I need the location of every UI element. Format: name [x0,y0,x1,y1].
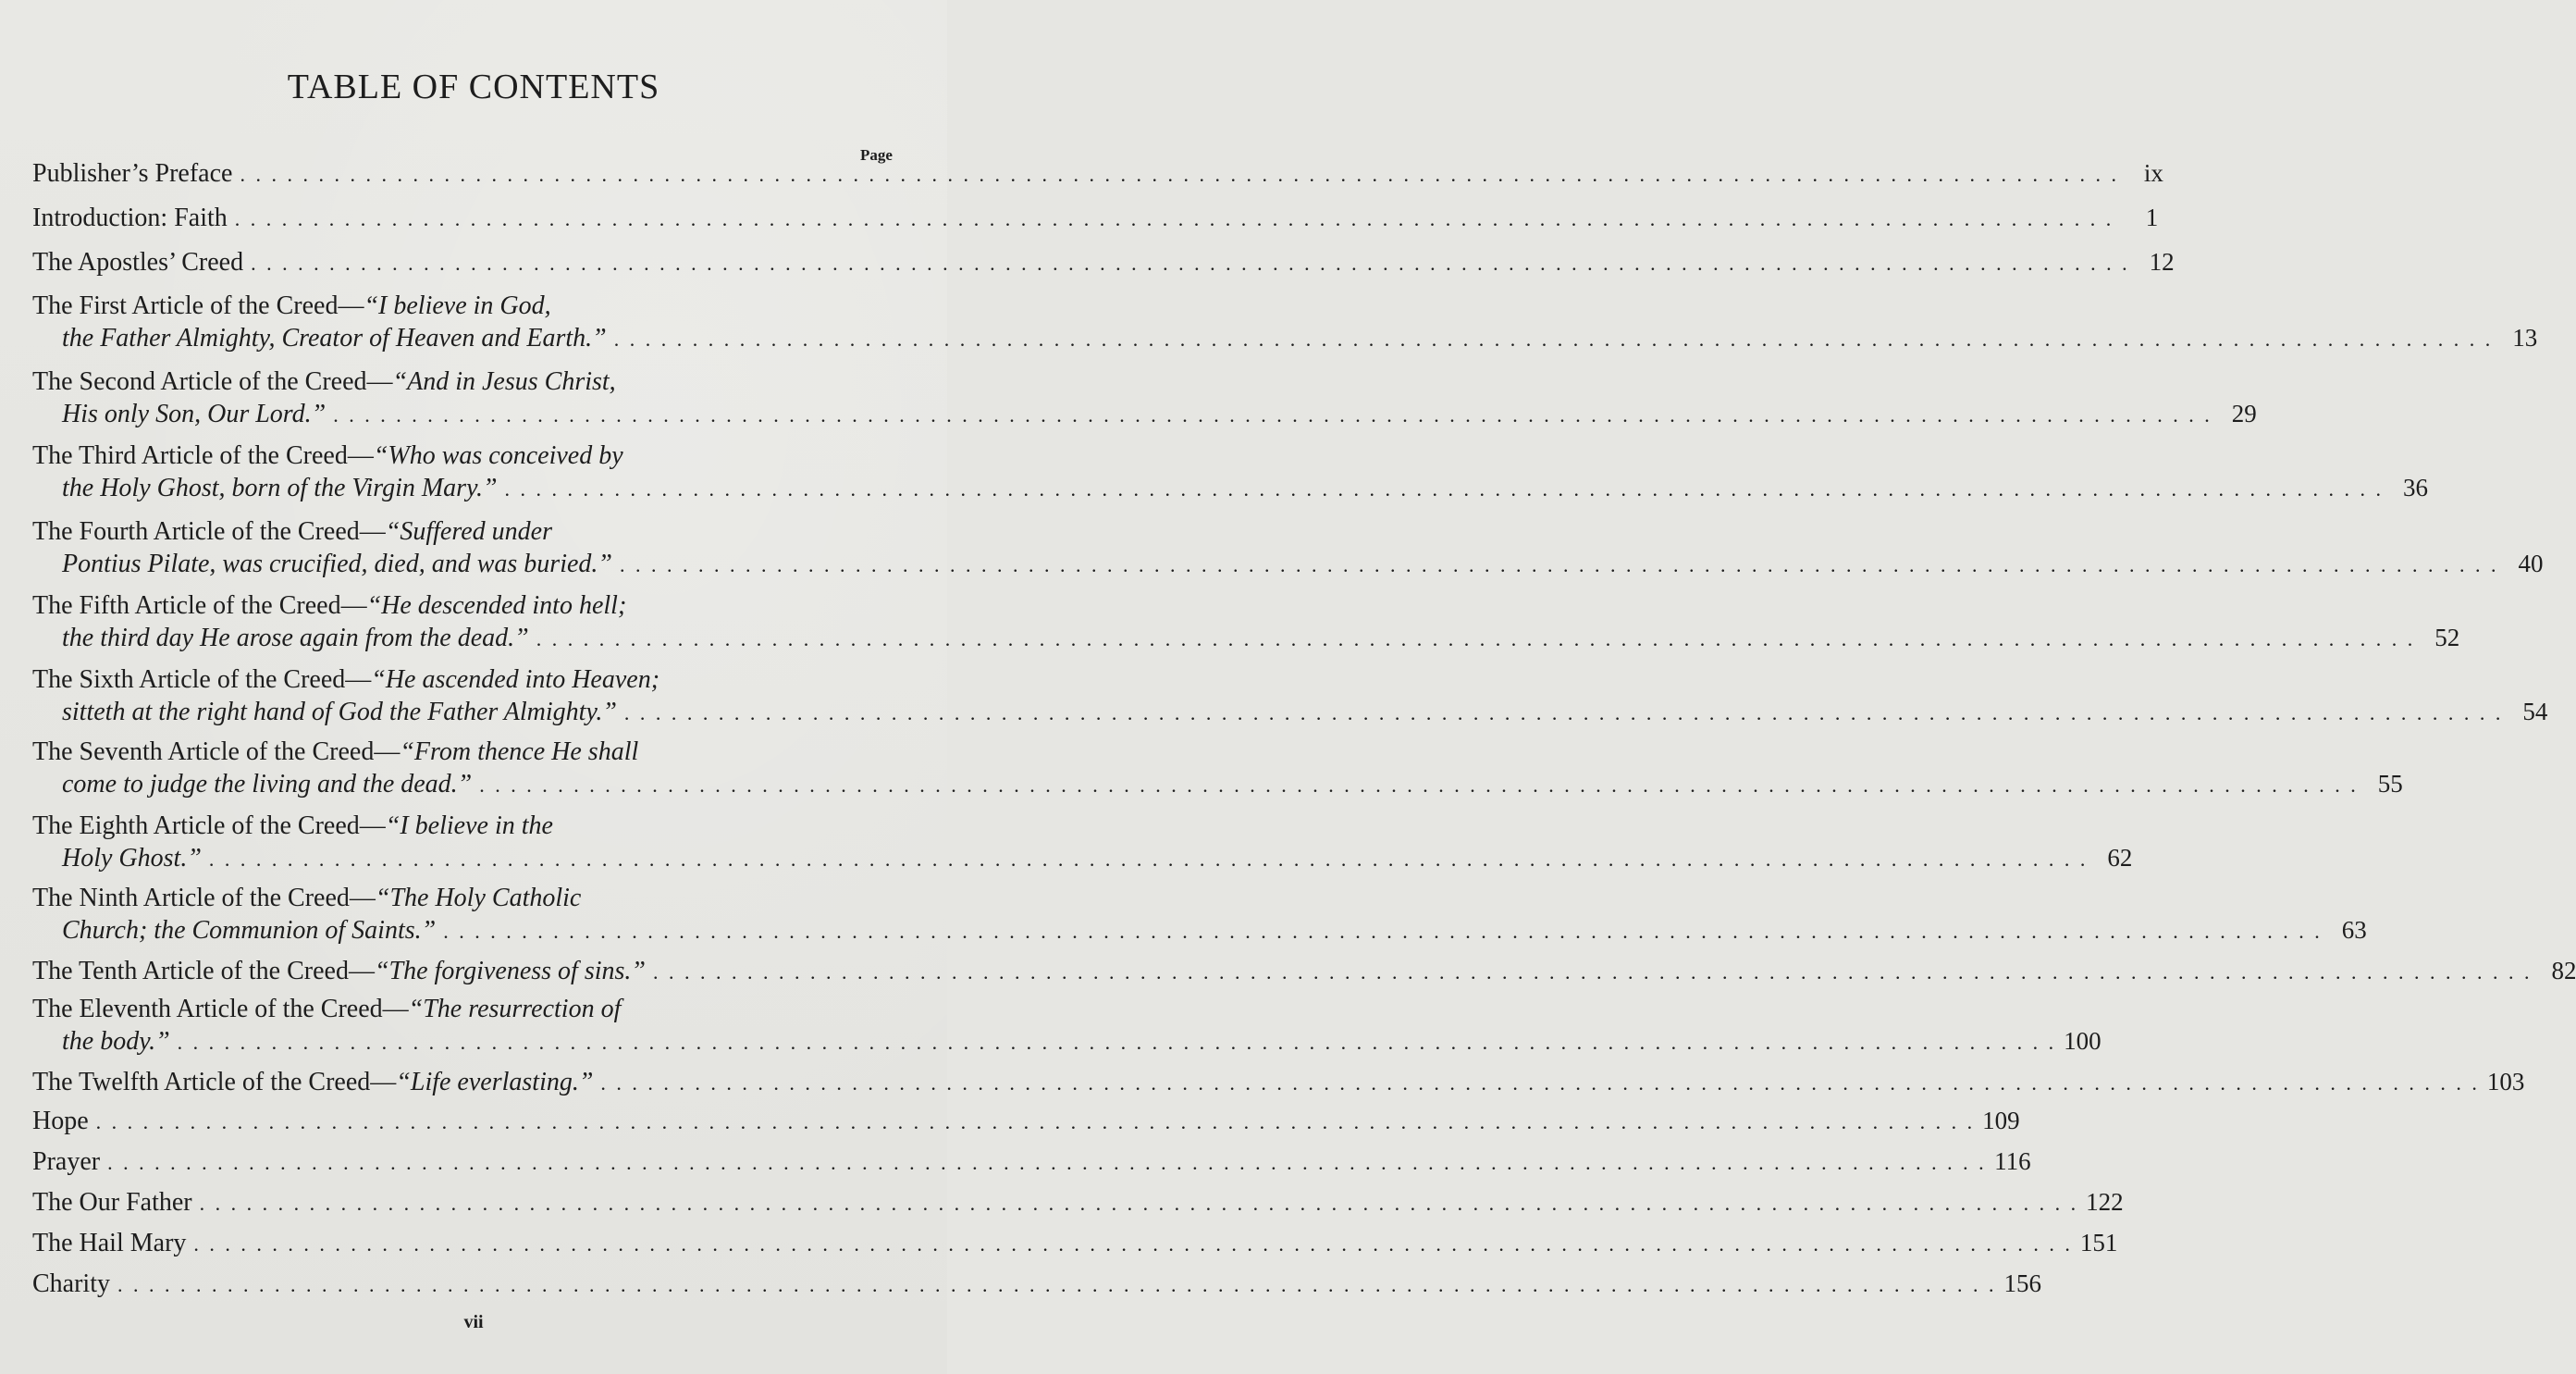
dot-leader: . . . . . . . . . . . . . . . . . . . . . . . . . . . . . . . . . . . . . . . . . . . . . . . . . . . . . . . . . . . . . . . . . . . . . . . . . . . . . . . . . . . . . . . . . . . . . . . . . . . . . . . . . . . . . . . . . . . . . . . . [117,1273,1997,1296]
dot-leader: . . . . . . . . . . . . . . . . . . . . . . . . . . . . . . . . . . . . . . . . . . . . . . . . . . . . . . . . . . . . . . . . . . . . . . . . . . . . . . . . . . . . . . . . . . . . . . . . . . . . . . . . . . . . . . . . . . . . . . . . [251,252,2130,275]
entry-title: Charity [32,1269,110,1298]
dot-leader: . . . . . . . . . . . . . . . . . . . . . . . . . . . . . . . . . . . . . . . . . . . . . . . . . . . . . . . . . . . . . . . . . . . . . . . . . . . . . . . . . . . . . . . . . . . . . . . . . . . . . . . . . . . . . . . . . . . . . . . . [240,163,2119,186]
toc-entry[interactable] [32,1268,2041,1301]
entry-page-number: 29 [2231,400,2257,427]
entry-title: The Fourth Article of the Creed— [32,517,386,546]
entry-page-number: 40 [2518,550,2544,577]
dot-leader: . . . . . . . . . . . . . . . . . . . . . . . . . . . . . . . . . . . . . . . . . . . . . . . . . . . . . . . . . . . . . . . . . . . . . . . . . . . . . . . . . . . . . . . . . . . . . . . . . . . . . . . . . . . . . . . . . . . . . . . . [193,1232,2073,1256]
entry-title: Prayer [32,1147,101,1176]
toc-entry[interactable] [32,590,2460,655]
entry-continuation: the Father Almighty, Creator of Heaven and Earth.” [62,324,607,353]
entry-title: Publisher’s Preface [32,159,233,188]
entry-continuation: sitteth at the right hand of God the Father Almighty.” [62,698,617,726]
toc-entry[interactable] [32,664,2548,729]
toc-entry[interactable] [32,1066,2525,1099]
entry-title: Hope [32,1107,89,1135]
entry-continuation: His only Son, Our Lord.” [62,400,327,428]
entry-title: The First Article of the Creed— [32,291,364,320]
entry-quote: “Who was conceived by [373,441,623,470]
dot-leader: . . . . . . . . . . . . . . . . . . . . . . . . . . . . . . . . . . . . . . . . . . . . . . . . . . . . . . . . . . . . . . . . . . . . . . . . . . . . . . . . . . . . . . . . . . . . . . . . . . . . . . . . . . . . . . . . . . . . . . . . [199,1192,2079,1215]
entry-title: The Ninth Article of the Creed— [32,884,376,912]
entry-title: The Apostles’ Creed [32,248,244,277]
entry-quote: “Life everlasting.” [396,1068,594,1096]
dot-leader: . . . . . . . . . . . . . . . . . . . . . . . . . . . . . . . . . . . . . . . . . . . . . . . . . . . . . . . . . . . . . . . . . . . . . . . . . . . . . . . . . . . . . . . . . . . . . . . . . . . . . . . . . . . . . . . . . . . . . . . . [536,627,2416,650]
toc-entry[interactable] [32,1145,2031,1179]
entry-page-number: 151 [2079,1229,2118,1256]
entry-page-number: 12 [2149,248,2175,276]
dot-leader: . . . . . . . . . . . . . . . . . . . . . . . . . . . . . . . . . . . . . . . . . . . . . . . . . . . . . . . . . . . . . . . . . . . . . . . . . . . . . . . . . . . . . . . . . . . . . . . . . . . . . . . . . . . . . . . . . . . . . . . . [107,1151,1987,1174]
entry-page-number: 13 [2512,324,2538,352]
entry-title: The Our Father [32,1188,192,1217]
entry-page-number: 100 [2064,1027,2101,1055]
entry-quote: “And in Jesus Christ, [392,367,616,396]
entry-page-number: 54 [2522,698,2548,725]
page-title: TABLE OF CONTENTS [287,68,660,106]
entry-title: Introduction: Faith [32,204,228,232]
toc-entry[interactable] [32,737,2403,801]
dot-leader: . . . . . . . . . . . . . . . . . . . . . . . . . . . . . . . . . . . . . . . . . . . . . . . . . . . . . . . . . . . . . . . . . . . . . . . . . . . . . . . . . . . . . . . . . . . . . . . . . . . . . . . . . . . . . . . . . . . . . . . . [333,403,2212,427]
entry-page-number: 109 [1982,1107,2020,1134]
entry-title: The Sixth Article of the Creed— [32,665,372,694]
entry-quote: “From thence He shall [400,737,639,766]
entry-continuation: Pontius Pilate, was crucified, died, and was buried.” [62,550,612,578]
dot-leader: . . . . . . . . . . . . . . . . . . . . . . . . . . . . . . . . . . . . . . . . . . . . . . . . . . . . . . . . . . . . . . . . . . . . . . . . . . . . . . . . . . . . . . . . . . . . . . . . . . . . . . . . . . . . . . . . . . . . . . . . [619,553,2499,576]
entry-page-number: 36 [2403,474,2429,501]
entry-quote: “The resurrection of [408,995,622,1023]
entry-quote: “He descended into hell; [366,591,627,620]
entry-title: The Fifth Article of the Creed— [32,591,367,620]
dot-leader: . . . . . . . . . . . . . . . . . . . . . . . . . . . . . . . . . . . . . . . . . . . . . . . . . . . . . . . . . . . . . . . . . . . . . . . . . . . . . . . . . . . . . . . . . . . . . . . . . . . . . . . . . . . . . . . . . . . . . . . . [600,1071,2480,1095]
entry-continuation: Church; the Communion of Saints.” [62,916,437,945]
entry-page-number: 156 [2003,1269,2041,1297]
dot-leader: . . . . . . . . . . . . . . . . . . . . . . . . . . . . . . . . . . . . . . . . . . . . . . . . . . . . . . . . . . . . . . . . . . . . . . . . . . . . . . . . . . . . . . . . . . . . . . . . . . . . . . . . . . . . . . . . . . . . . . . . [443,920,2323,943]
entry-page-number: 116 [1994,1147,2031,1175]
dot-leader: . . . . . . . . . . . . . . . . . . . . . . . . . . . . . . . . . . . . . . . . . . . . . . . . . . . . . . . . . . . . . . . . . . . . . . . . . . . . . . . . . . . . . . . . . . . . . . . . . . . . . . . . . . . . . . . . . . . . . . . . [177,1031,2057,1054]
entry-title: The Tenth Article of the Creed— [32,957,375,985]
dot-leader: . . . . . . . . . . . . . . . . . . . . . . . . . . . . . . . . . . . . . . . . . . . . . . . . . . . . . . . . . . . . . . . . . . . . . . . . . . . . . . . . . . . . . . . . . . . . . . . . . . . . . . . . . . . . . . . . . . . . . . . . [95,1110,1976,1133]
toc-entry[interactable] [32,994,2101,1058]
toc-entry[interactable] [32,1186,2124,1219]
entry-page-number: 82 [2551,957,2576,984]
dot-leader: . . . . . . . . . . . . . . . . . . . . . . . . . . . . . . . . . . . . . . . . . . . . . . . . . . . . . . . . . . . . . . . . . . . . . . . . . . . . . . . . . . . . . . . . . . . . . . . . . . . . . . . . . . . . . . . . . . . . . . . . [234,207,2114,230]
dot-leader: . . . . . . . . . . . . . . . . . . . . . . . . . . . . . . . . . . . . . . . . . . . . . . . . . . . . . . . . . . . . . . . . . . . . . . . . . . . . . . . . . . . . . . . . . . . . . . . . . . . . . . . . . . . . . . . . . . . . . . . . [623,701,2504,724]
toc-entry[interactable] [32,366,2257,431]
page-column-label: Page [860,146,893,164]
toc-entry[interactable] [32,811,2133,875]
entry-page-number: 122 [2086,1188,2124,1216]
toc-entry[interactable] [32,246,2175,279]
entry-page-number: 1 [2145,204,2159,231]
entry-page-number: 63 [2341,916,2367,944]
dot-leader: . . . . . . . . . . . . . . . . . . . . . . . . . . . . . . . . . . . . . . . . . . . . . . . . . . . . . . . . . . . . . . . . . . . . . . . . . . . . . . . . . . . . . . . . . . . . . . . . . . . . . . . . . . . . . . . . . . . . . . . . [652,960,2533,984]
entry-continuation: Holy Ghost.” [62,844,202,873]
entry-page-number: 52 [2434,624,2460,651]
toc-entry[interactable] [32,157,2163,191]
toc-entry[interactable] [32,202,2159,235]
entry-page-number: 62 [2107,844,2133,872]
entry-quote: “I believe in the [385,811,553,840]
dot-leader: . . . . . . . . . . . . . . . . . . . . . . . . . . . . . . . . . . . . . . . . . . . . . . . . . . . . . . . . . . . . . . . . . . . . . . . . . . . . . . . . . . . . . . . . . . . . . . . . . . . . . . . . . . . . . . . . . . . . . . . . [504,477,2385,501]
entry-title: The Hail Mary [32,1229,187,1257]
entry-title: The Eighth Article of the Creed— [32,811,386,840]
entry-title: The Second Article of the Creed— [32,367,393,396]
toc-entry[interactable] [32,883,2367,947]
toc-entry[interactable] [32,291,2538,355]
entry-quote: “He ascended into Heaven; [371,665,660,694]
entry-quote: “Suffered under [385,517,552,546]
toc-entry[interactable] [32,440,2429,505]
entry-page-number: 55 [2377,770,2403,798]
entry-page-number: ix [2143,159,2163,187]
toc-entry[interactable] [32,1105,2020,1138]
toc-entry[interactable] [32,955,2576,988]
entry-quote: “I believe in God, [364,291,551,320]
entry-quote: “The Holy Catholic [375,884,582,912]
entry-continuation: the body.” [62,1027,170,1056]
toc-entry[interactable] [32,1227,2118,1260]
dot-leader: . . . . . . . . . . . . . . . . . . . . . . . . . . . . . . . . . . . . . . . . . . . . . . . . . . . . . . . . . . . . . . . . . . . . . . . . . . . . . . . . . . . . . . . . . . . . . . . . . . . . . . . . . . . . . . . . . . . . . . . . [479,774,2359,797]
page-number-footer: vii [463,1312,484,1332]
entry-continuation: come to judge the living and the dead.” [62,770,473,798]
entry-continuation: the third day He arose again from the dead.” [62,624,529,652]
entry-title: The Twelfth Article of the Creed— [32,1068,397,1096]
entry-page-number: 103 [2486,1068,2525,1095]
dot-leader: . . . . . . . . . . . . . . . . . . . . . . . . . . . . . . . . . . . . . . . . . . . . . . . . . . . . . . . . . . . . . . . . . . . . . . . . . . . . . . . . . . . . . . . . . . . . . . . . . . . . . . . . . . . . . . . . . . . . . . . . [613,328,2494,351]
entry-continuation: the Holy Ghost, born of the Virgin Mary.” [62,474,498,502]
toc-entry[interactable] [32,516,2544,581]
entry-title: The Seventh Article of the Creed— [32,737,401,766]
entry-title: The Eleventh Article of the Creed— [32,995,409,1023]
dot-leader: . . . . . . . . . . . . . . . . . . . . . . . . . . . . . . . . . . . . . . . . . . . . . . . . . . . . . . . . . . . . . . . . . . . . . . . . . . . . . . . . . . . . . . . . . . . . . . . . . . . . . . . . . . . . . . . . . . . . . . . . [208,848,2089,871]
entry-quote: “The forgiveness of sins.” [374,957,646,985]
entry-title: The Third Article of the Creed— [32,441,374,470]
